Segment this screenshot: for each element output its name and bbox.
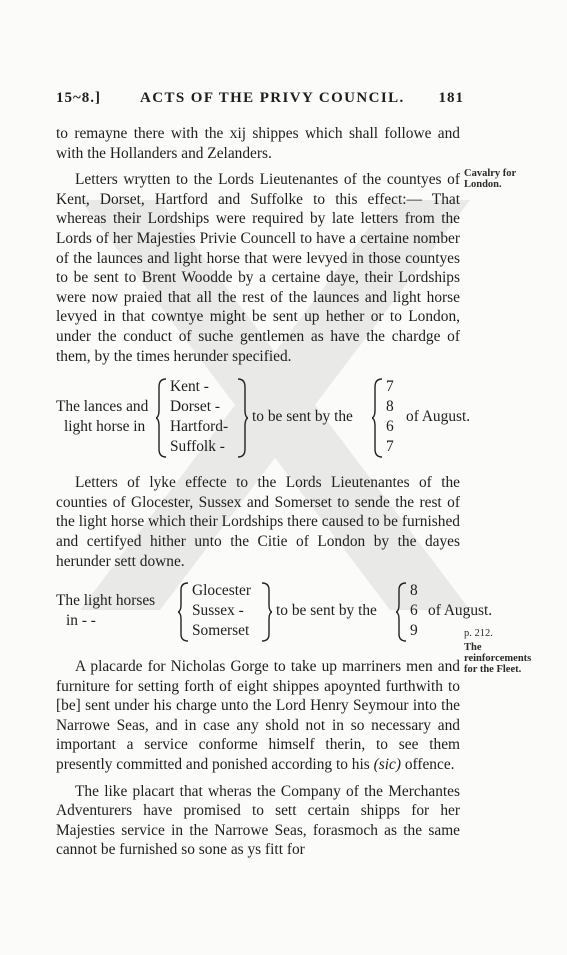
table1-county: Kent - bbox=[170, 378, 209, 396]
table1-suffix: of August. bbox=[406, 408, 471, 426]
table1-label-line1: The lances and bbox=[56, 398, 149, 416]
margin-note-reinforcements: The reinforcements for the Fleet. bbox=[464, 642, 532, 675]
page-number: 181 bbox=[438, 90, 464, 106]
table2-day: 9 bbox=[410, 622, 418, 640]
table1-day: 7 bbox=[386, 438, 394, 456]
paragraph-2: Letters wrytten to the Lords Lieutenantes of the countyes of Kent, Dorset, Hartford and Suffolke to this effect:— That whereas their Lordships were required by late letters from the Lords of her Majesties Privie Councell to have a certaine nomber of the launces and light horse that were levyed in those countyes to be sent to Brent Woodde by a certaine daye, their Lordships were now praied that all the rest of the launces and light horse levyed in that cowntye might be sent up hether or to London, under the conduct of suche gentlemen as have the chardge of them, by the times herunder specified. bbox=[56, 171, 460, 365]
table1-day: 6 bbox=[386, 418, 394, 436]
table2-days bbox=[410, 581, 418, 641]
table1-days-brace bbox=[372, 377, 384, 459]
table2-suffix: of August. bbox=[428, 602, 493, 620]
table2-right-brace bbox=[260, 581, 272, 643]
table2-label-line2: in - - bbox=[66, 612, 96, 630]
table1-day: 7 bbox=[386, 378, 394, 396]
table2-day: 6 bbox=[410, 602, 418, 620]
paragraph-4 bbox=[56, 657, 460, 775]
table1-middle-text: to be sent by the bbox=[252, 408, 353, 426]
table2-middle-text: to be sent by the bbox=[276, 602, 377, 620]
paragraph-3: Letters of lyke effecte to the Lords Lieutenantes of the counties of Glocester, Sussex and Somerset to sende the rest of the light horse which their Lordships there caused to be furnished and certifyed hither unto the Citie of London by the dayes herunder sett downe. bbox=[56, 474, 460, 570]
margin-note-cavalry: Cavalry for London. bbox=[464, 168, 517, 190]
table2-counties bbox=[192, 581, 251, 641]
header-title: ACTS OF THE PRIVY COUNCIL. bbox=[140, 90, 405, 106]
table2-county: Glocester bbox=[192, 582, 251, 600]
table2-county: Sussex - bbox=[192, 602, 244, 620]
table2-days-brace bbox=[396, 581, 408, 643]
table1-counties bbox=[170, 377, 228, 457]
header-year: 15~8.] bbox=[56, 90, 102, 106]
table1-county: Hartford- bbox=[170, 418, 229, 436]
paragraph-1: to remayne there with the xij shippes which shall followe and with the Hollanders and Zelanders. bbox=[56, 125, 460, 162]
table1-days bbox=[386, 377, 394, 457]
table1-day: 8 bbox=[386, 398, 394, 416]
table2-left-brace bbox=[178, 581, 190, 643]
margin-note-page-ref: p. 212. bbox=[464, 628, 493, 639]
table1-right-brace bbox=[236, 377, 248, 459]
table2-label-line1: The light horses bbox=[56, 592, 156, 610]
table1-left-brace bbox=[156, 377, 168, 459]
paragraph-4-text: A placarde for Nicholas Gorge to take up marriners men and furniture for setting forth of eight shippes apoynted furthwith to [be] sent under his charge unto the Lord Henry Seymour into the Narrowe Seas, and in case any shold not in so necessary and important a service conforme himself therin, to see them presently committed and ponished according to his bbox=[56, 658, 460, 774]
table2-day: 8 bbox=[410, 582, 418, 600]
table1-label-line2: light horse in bbox=[64, 418, 146, 436]
table2-county: Somerset bbox=[192, 622, 250, 640]
running-header bbox=[56, 90, 464, 112]
table1-county: Suffolk - bbox=[170, 438, 225, 456]
table1-county: Dorset - bbox=[170, 398, 221, 416]
paragraph-5: The like placart that wheras the Company of the Merchantes Adventurers have promised to sett certain shipps for her Majesties service in the Narrowe Seas, forasmoch as the same cannot be furnished so sone as ys fitt for bbox=[56, 782, 460, 859]
sic-annotation: (sic) bbox=[373, 756, 401, 774]
schedule-table-1 bbox=[56, 373, 471, 461]
paragraph-4-end: offence. bbox=[404, 756, 455, 774]
